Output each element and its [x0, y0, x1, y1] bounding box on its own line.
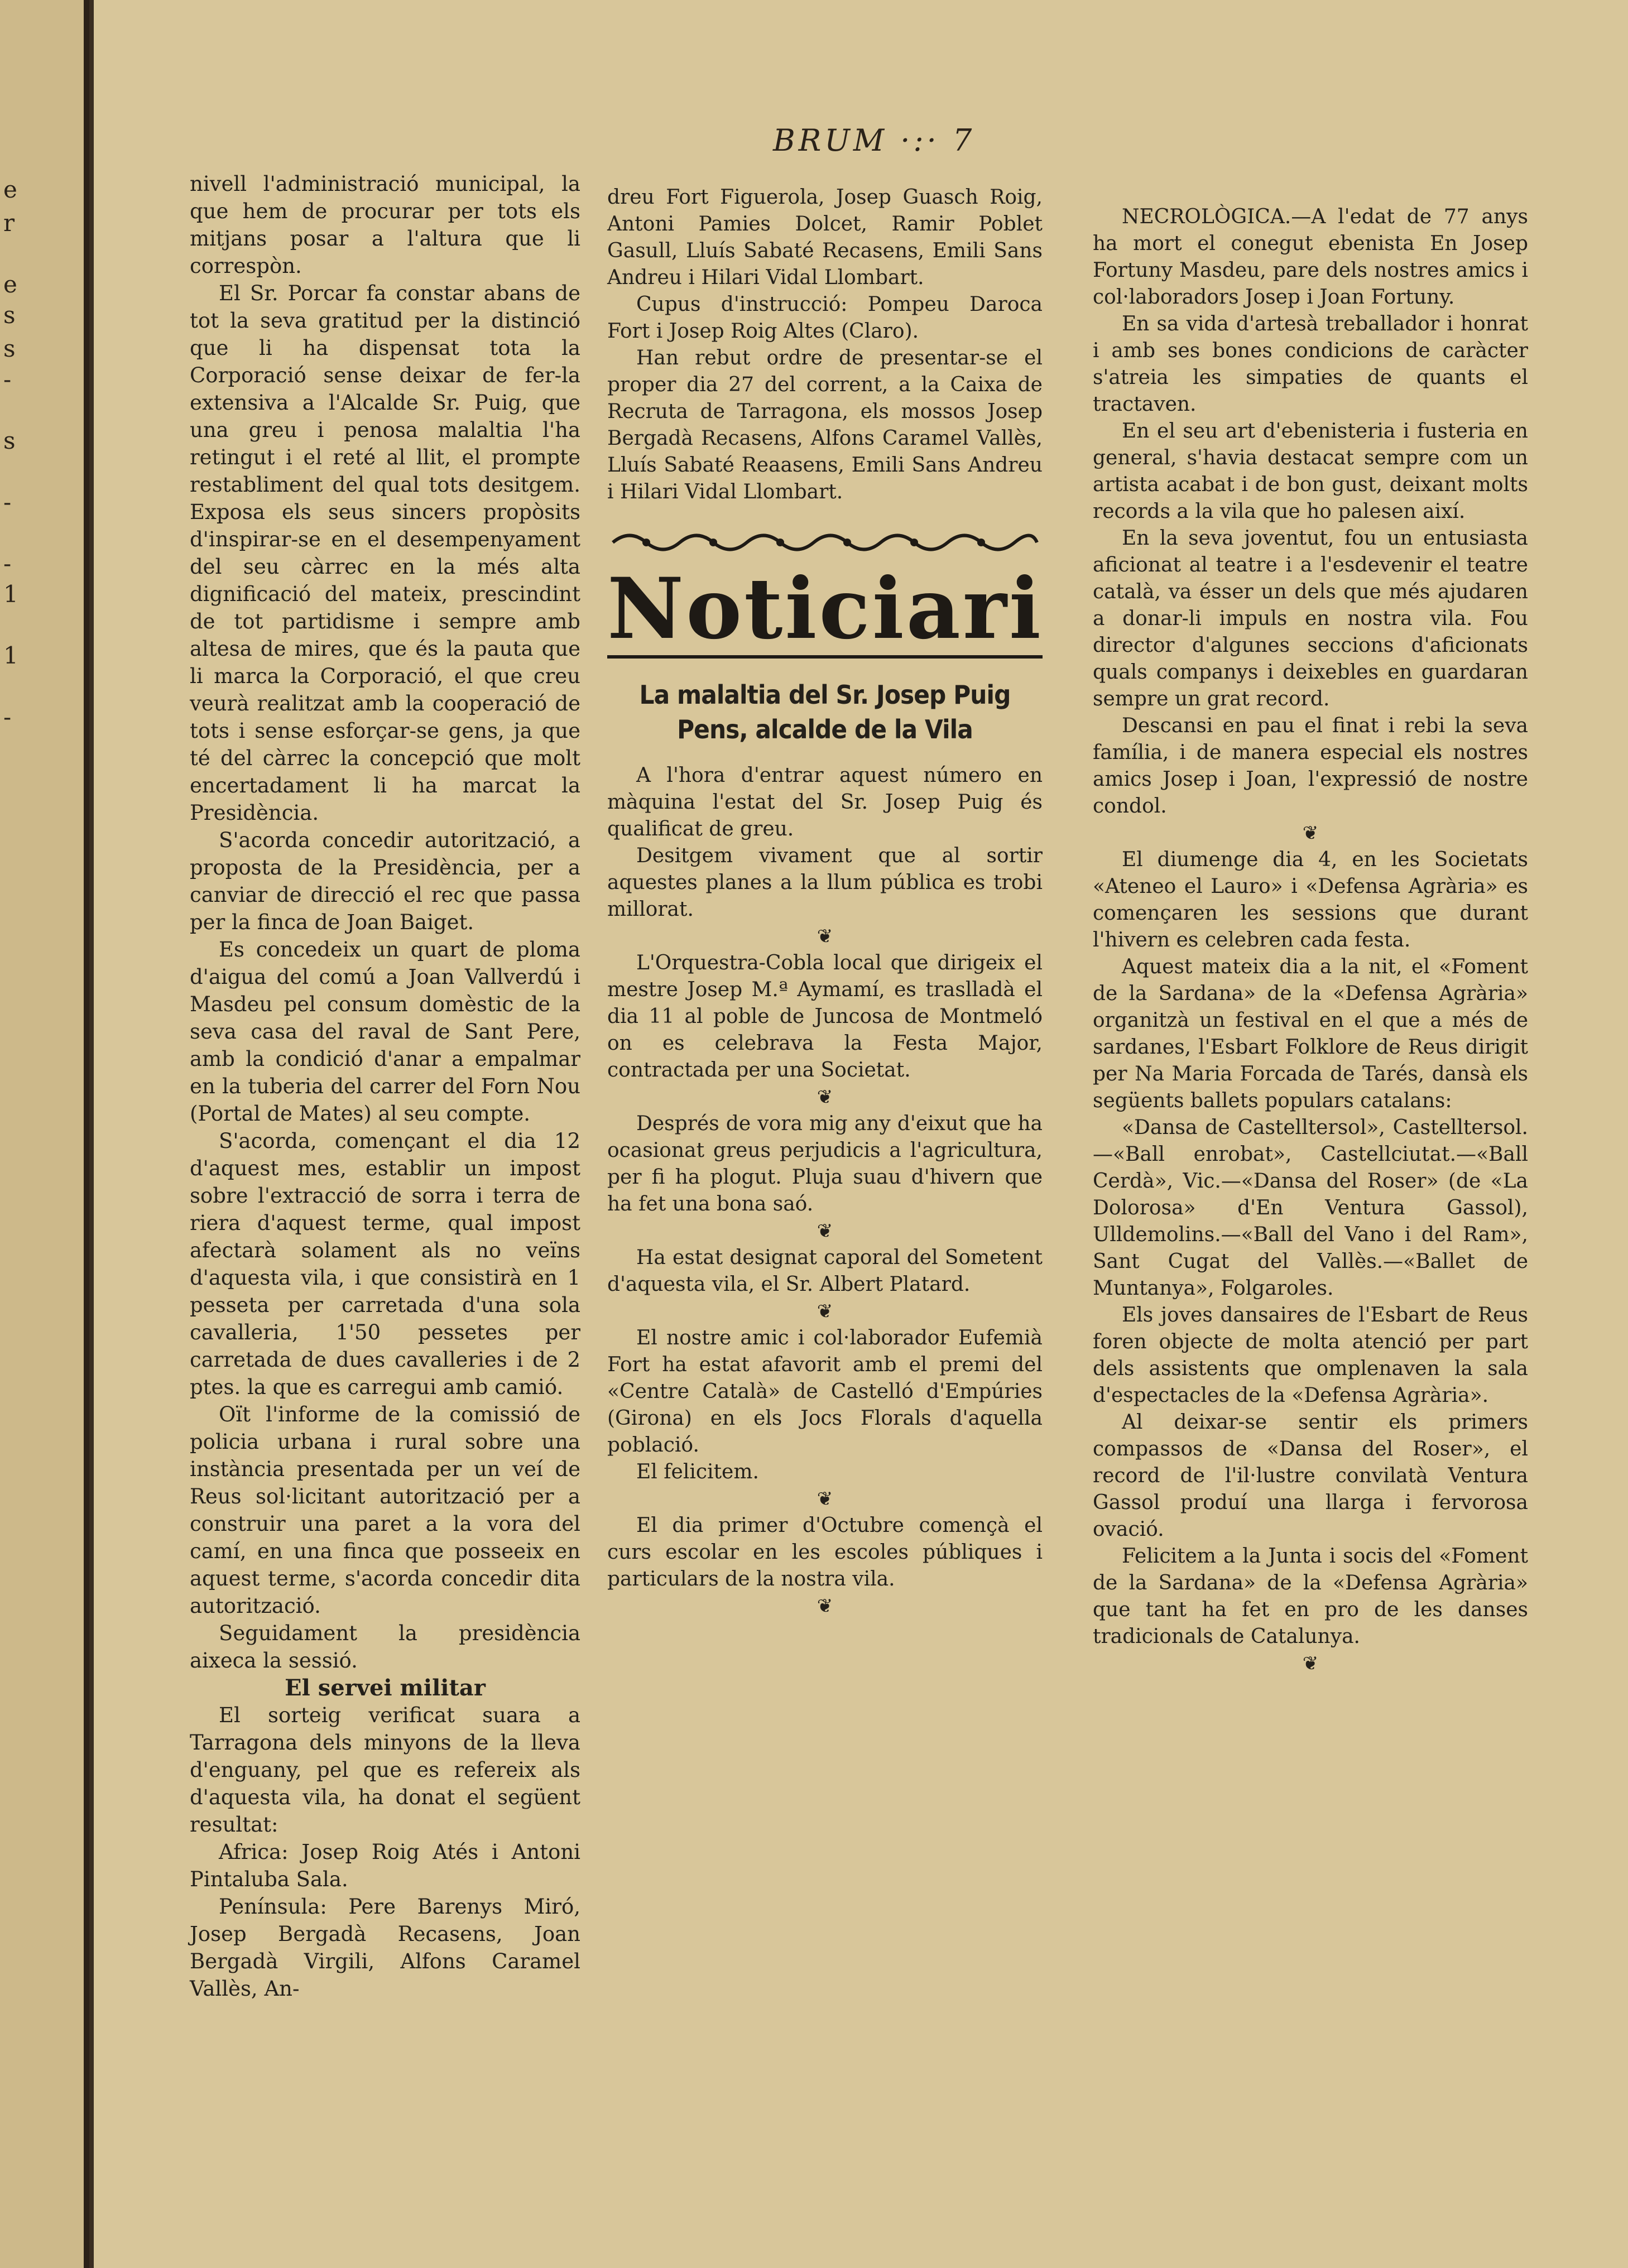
edge-letter: s: [3, 301, 16, 329]
edge-letter: e: [3, 176, 17, 203]
edge-letter: -: [3, 366, 12, 393]
paragraph: El felicitem.: [636, 1460, 759, 1483]
edge-letter: -: [3, 703, 12, 731]
fleuron-icon: ❦: [817, 1086, 833, 1108]
edge-letter: e: [3, 271, 17, 298]
paragraph: «Dansa de Castelltersol», Castelltersol.—«Ball enrobat», Castellciutat.—«Ball Cerdà», Vic.—«Dansa del Roser» (de «La Dolorosa» d'En Ventura Gassol), Ulldemolins.—«Ball del Vano i del Ram», Sant Cugat del Vallès.—«Ballet de Muntanya», Folgaroles.: [1093, 1116, 1528, 1300]
paragraph: Península: Pere Barenys Miró, Josep Bergadà Recasens, Joan Bergadà Virgili, Alfons Caramel Vallès, An-: [190, 1895, 580, 2001]
paragraph: dreu Fort Figuerola, Josep Guasch Roig, Antoni Pamies Dolcet, Ramir Poblet Gasull, Lluís Sabaté Recasens, Emili Sans Andreu i Hilari Vidal Llombart.: [607, 186, 1043, 289]
edge-letter: r: [3, 209, 15, 237]
paragraph: El nostre amic i col·laborador Eufemià Fort ha estat afavorit amb el premi del «Centre Català» de Castelló d'Empúries (Girona) en els Jocs Florals d'aquella població.: [607, 1327, 1043, 1457]
fleuron-icon: ❦: [1302, 822, 1319, 844]
paragraph: Es concedeix un quart de ploma d'aigua del comú a Joan Vallverdú i Masdeu pel consum domèstic de la seva casa del raval de Sant Pere, amb la condició d'anar a empalmar en la tuberia del carrer del Forn Nou (Portal de Mates) al seu compte.: [190, 938, 580, 1126]
ornamental-divider: [607, 526, 1043, 559]
column-1: [190, 170, 580, 2002]
fleuron-icon: ❦: [817, 1220, 833, 1242]
paragraph: S'acorda concedir autorització, a proposta de la Presidència, per a canviar de direcció el rec que passa per la finca de Joan Baiget.: [190, 828, 580, 934]
paragraph: Desitgem vivament que al sortir aquestes planes a la llum pública es trobi millorat.: [607, 844, 1043, 921]
paragraph: NECROLÒGICA.—A l'edat de 77 anys ha mort el conegut ebenista En Josep Fortuny Masdeu, pare dels nostres amics i col·laboradors Josep i Joan Fortuny.: [1093, 205, 1528, 309]
paragraph: Africa: Josep Roig Atés i Antoni Pintaluba Sala.: [190, 1840, 580, 1891]
paragraph: Descansi en pau el finat i rebi la seva família, i de manera especial els nostres amics Josep i Joan, l'expressió de nostre condol.: [1093, 714, 1528, 818]
edge-letter: -: [3, 550, 12, 577]
column-2: [607, 184, 1043, 1620]
column-3: [1093, 204, 1528, 1677]
paragraph: En el seu art d'ebenisteria i fusteria en general, s'havia destacat sempre com un artista acabat i de bon gust, deixant molts records a la vila que ho palesen així.: [1093, 420, 1528, 523]
paragraph: Ha estat designat caporal del Sometent d'aquesta vila, el Sr. Albert Platard.: [607, 1246, 1043, 1296]
paragraph: Al deixar-se sentir els primers compassos de «Dansa del Roser», el record de l'il·lustre convilatà Ventura Gassol produí una llarga i fervorosa ovació.: [1093, 1411, 1528, 1541]
fleuron-icon: ❦: [817, 1595, 833, 1617]
edge-letter: -: [3, 488, 12, 516]
fleuron-icon: ❦: [817, 1300, 833, 1323]
paragraph: Felicitem a la Junta i socis del «Foment de la Sardana» de la «Defensa Agrària» que tant ha fet en pro de les danses tradicionals de Catalunya.: [1093, 1545, 1528, 1648]
fleuron-icon: ❦: [1302, 1652, 1319, 1675]
paragraph: Seguidament la presidència aixeca la sessió.: [190, 1621, 580, 1673]
edge-letter: 1: [3, 642, 18, 669]
paragraph: Han rebut ordre de presentar-se el proper dia 27 del corrent, a la Caixa de Recruta de Tarragona, els mossos Josep Bergadà Recasens, Alfons Caramel Vallès, Lluís Sabaté Reaasens, Emili Sans Andreu i Hilari Vidal Llombart.: [607, 347, 1043, 503]
section-masthead: Noticiari: [607, 560, 1043, 658]
paragraph: Cupus d'instrucció: Pompeu Daroca Fort i Josep Roig Altes (Claro).: [607, 293, 1043, 343]
paragraph: L'Orquestra-Cobla local que dirigeix el mestre Josep M.ª Aymamí, es traslladà el dia 11 al poble de Juncosa de Montmeló on es celebrava la Festa Major, contractada per una Societat.: [607, 952, 1043, 1082]
running-head: BRUM ·:· 7: [773, 123, 976, 158]
paragraph: S'acorda, començant el dia 12 d'aquest mes, establir un impost sobre l'extracció de sorra i terra de riera d'aquest terme, qual impost afectarà solament als no veïns d'aquesta vila, i que consistirà en 1 pesseta per carretada d'una sola cavalleria, 1'50 pessetes per carretada de dues cavalleries i de 2 ptes. la que es carregui amb camió.: [190, 1129, 580, 1399]
paragraph: En la seva joventut, fou un entusiasta aficionat al teatre i a l'esdevenir el teatre català, va ésser un dels que més ajudaren a donar-li impuls en nostra vila. Fou director d'algunes seccions d'aficionats quals companys i deixebles en guardaran sempre un grat record.: [1093, 527, 1528, 710]
paragraph: Oït l'informe de la comissió de policia urbana i rural sobre una instància presentada per un veí de Reus sol·licitant autorització per a construir una paret a la vora del camí, en una finca que posseeix en aquest terme, s'acorda concedir dita autorització.: [190, 1402, 580, 1618]
paragraph: nivell l'administració municipal, la que hem de procurar per tots els mitjans posar a l'altura que li correspòn.: [190, 172, 580, 278]
paragraph: El Sr. Porcar fa constar abans de tot la seva gratitud per la distinció que li ha dispensat tota la Corporació sense deixar de fer-la extensiva a l'Alcalde Sr. Puig, que una greu i penosa malaltia l'ha retingut i el reté al llit, el prompte restabliment del qual tots desitgem. Exposa els seus sincers propòsits d'inspirar-se en el desempenyament del seu càrrec en la més alta dignificació del mateix, prescindint de tot partidisme i sempre amb altesa de mires, que és la pauta que li marca la Corporació, el que creu veurà realitzat amb la cooperació de tots i sense esforçar-se gens, ja que té del càrrec la concepció que molt encertadament li ha marcat la Presidència.: [190, 281, 580, 825]
section-heading: El servei militar: [285, 1675, 486, 1701]
edge-letter: s: [3, 427, 16, 454]
paragraph: El dia primer d'Octubre començà el curs escolar en les escoles públiques i particulars de la nostra vila.: [607, 1514, 1043, 1591]
paragraph: Aquest mateix dia a la nit, el «Foment de la Sardana» de la «Defensa Agrària» organitzà un festival en el que a més de sardanes, l'Esbart Folklore de Reus dirigit per Na Maria Forcada de Tarés, dansà els següents ballets populars catalans:: [1093, 955, 1528, 1112]
paragraph: El diumenge dia 4, en les Societats «Ateneo el Lauro» i «Defensa Agrària» es començaren les sessions que durant l'hivern es celebren cada festa.: [1093, 848, 1528, 952]
paragraph: El sorteig verificat suara a Tarragona dels minyons de la lleva d'enguany, pel que es refereix als d'aquesta vila, ha donat el següent resultat:: [190, 1703, 580, 1837]
paragraph: Després de vora mig any d'eixut que ha ocasionat greus perjudicis a l'agricultura, per fi ha plogut. Pluja suau d'hivern que ha fet una bona saó.: [607, 1112, 1043, 1215]
fleuron-icon: ❦: [817, 925, 833, 948]
facing-page-edge: [0, 0, 89, 2268]
fleuron-icon: ❦: [817, 1488, 833, 1510]
paragraph: En sa vida d'artesà treballador i honrat i amb ses bones condicions de caràcter s'atreia les simpaties de quants el tractaven.: [1093, 313, 1528, 416]
edge-letter: s: [3, 335, 16, 362]
paragraph: Els joves dansaires de l'Esbart de Reus foren objecte de molta atenció per part dels assistents que omplenaven la sala d'espectacles de la «Defensa Agrària».: [1093, 1304, 1528, 1407]
edge-letter: 1: [3, 580, 18, 608]
paragraph: A l'hora d'entrar aquest número en màquina l'estat del Sr. Josep Puig és qualificat de greu.: [607, 764, 1043, 840]
news-headline: La malaltia del Sr. Josep Puig Pens, alcalde de la Vila: [639, 680, 1011, 744]
